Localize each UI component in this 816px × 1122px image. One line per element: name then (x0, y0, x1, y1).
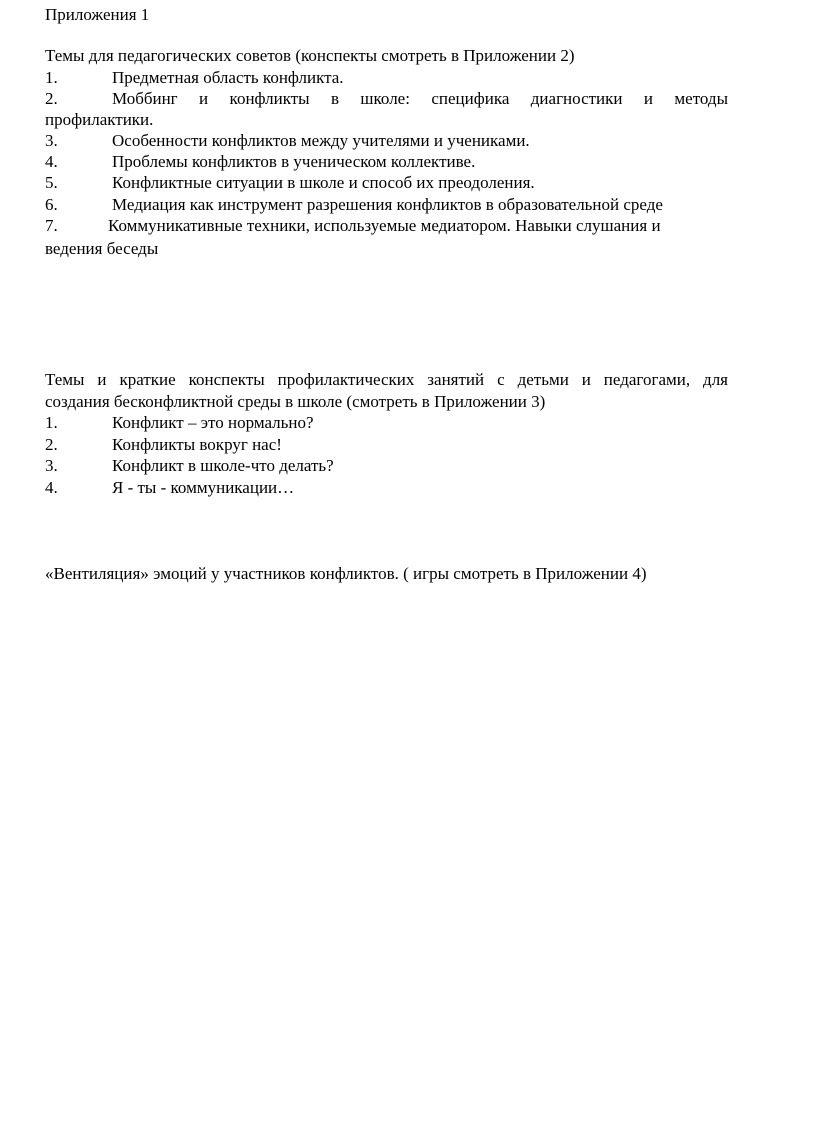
list-item-number: 3. (45, 131, 58, 150)
list-item-text: Я - ты - коммуникации… (112, 478, 295, 497)
list-item-text: Коммуникативные техники, используемые медиатором. Навыки слушания и (108, 216, 661, 235)
list-item-number: 5. (45, 173, 58, 192)
section2-heading-line2: создания бесконфликтной среды в школе (смотреть в Приложении 3) (45, 392, 546, 411)
list-item-number: 4. (45, 152, 58, 171)
list-item-text: Конфликт в школе-что делать? (112, 456, 334, 475)
document-title: Приложения 1 (45, 5, 150, 24)
list-item-continuation: профилактики. (45, 110, 154, 129)
list-item-text: Проблемы конфликтов в ученическом коллективе. (112, 152, 476, 171)
list-item-number: 1. (45, 413, 58, 432)
list-item-text: Особенности конфликтов между учителями и учениками. (112, 131, 530, 150)
list-item-text: Конфликты вокруг нас! (112, 435, 282, 454)
list-item-text: Предметная область конфликта. (112, 68, 344, 87)
list-item-number: 2. (45, 435, 58, 454)
list-item-continuation: ведения беседы (45, 239, 159, 258)
list-item-text: Конфликт – это нормально? (112, 413, 314, 432)
section1-heading: Темы для педагогических советов (конспекты смотреть в Приложении 2) (45, 46, 575, 65)
list-item-number: 1. (45, 68, 58, 87)
list-item-number: 4. (45, 478, 58, 497)
section2-heading-line1: Темы и краткие конспекты профилактических занятий с детьми и педагогами, для (45, 370, 728, 389)
list-item-number: 2. (45, 89, 58, 108)
list-item-text: Конфликтные ситуации в школе и способ их преодоления. (112, 173, 535, 192)
section3-text: «Вентиляция» эмоций у участников конфликтов. ( игры смотреть в Приложении 4) (45, 564, 647, 583)
list-item-number: 3. (45, 456, 58, 475)
list-item-text: Медиация как инструмент разрешения конфликтов в образовательной среде (112, 195, 663, 214)
list-item-text: Моббинг и конфликты в школе: специфика диагностики и методы (112, 89, 728, 108)
list-item-number: 7. (45, 216, 58, 235)
list-item-number: 6. (45, 195, 58, 214)
